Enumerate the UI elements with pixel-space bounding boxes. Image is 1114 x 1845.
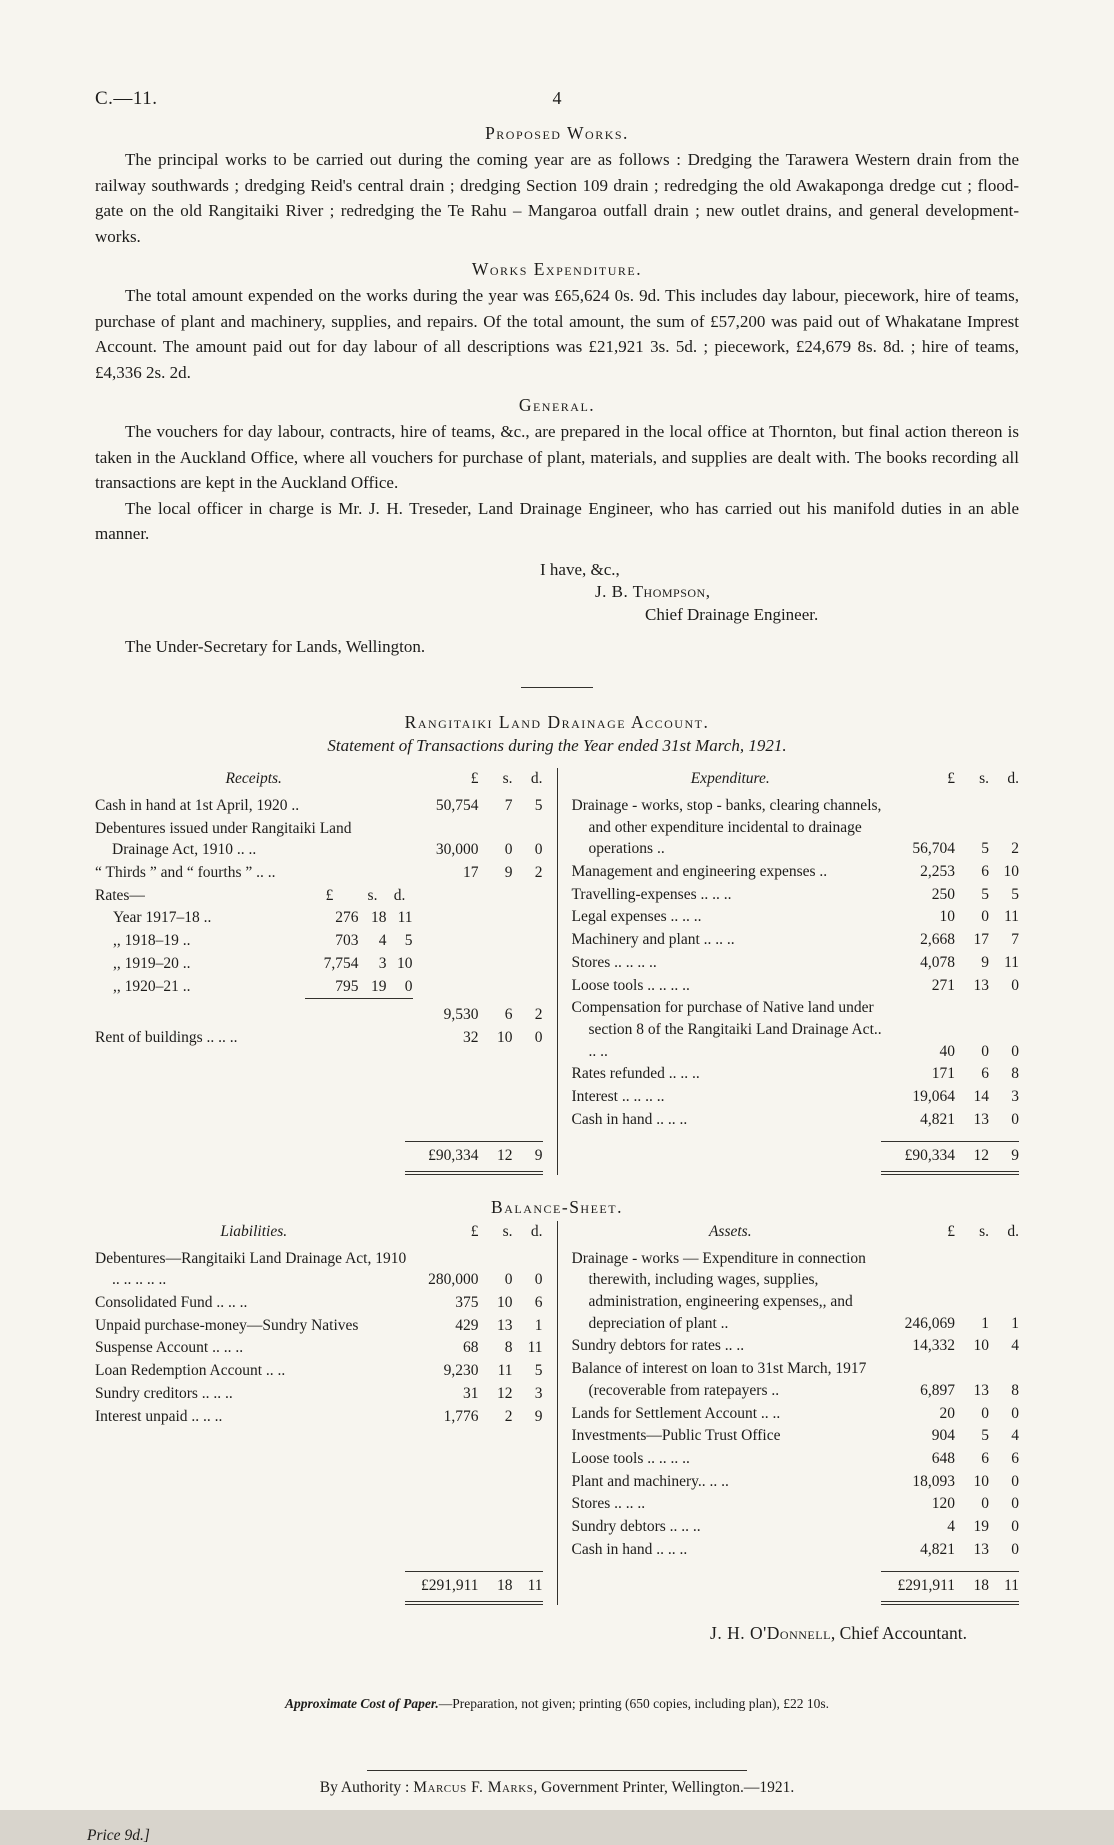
rates-year-row xyxy=(95,930,543,952)
amount-pence: 9 xyxy=(534,1407,543,1425)
receipts-column-header xyxy=(95,768,543,790)
row-label: Stores .. .. .. xyxy=(571,1495,646,1513)
receipts-title: Receipts. xyxy=(225,770,282,788)
printer-name: Marcus F. Marks xyxy=(413,1779,534,1796)
amount-shillings: 5 xyxy=(981,885,989,903)
amount-pounds: 32 xyxy=(463,1028,479,1046)
row-label: Interest unpaid .. .. .. xyxy=(95,1407,223,1425)
authority-imprint xyxy=(95,1770,1019,1797)
addressee: The Under-Secretary for Lands, Wellington. xyxy=(125,637,426,657)
amount-pence: 6 xyxy=(534,1294,543,1312)
amount-pounds: 9,230 xyxy=(443,1362,479,1380)
row-label: Cash in hand .. .. .. xyxy=(571,1110,688,1128)
row-label: Balance of interest on loan to 31st March, 1917 (recoverable from ratepayers .. xyxy=(571,1360,867,1399)
amount-pounds: 17 xyxy=(463,864,479,882)
amount-pence: 1 xyxy=(1011,1314,1019,1332)
amount-pence: 1 xyxy=(534,1316,543,1334)
table-row xyxy=(572,906,1020,928)
table-row xyxy=(95,1337,543,1359)
expenditure-title: Expenditure. xyxy=(690,770,770,788)
table-row xyxy=(95,1406,543,1428)
rates-group-header xyxy=(95,885,543,907)
amount-pounds: 375 xyxy=(455,1294,479,1312)
amount-pounds: 120 xyxy=(931,1495,955,1513)
rule xyxy=(881,1141,1019,1142)
accountant-name: J. H. O'Donnell xyxy=(710,1623,831,1643)
accountant-title: , Chief Accountant. xyxy=(830,1623,967,1643)
table-row xyxy=(572,1109,1020,1131)
row-label: Suspense Account .. .. .. xyxy=(95,1339,244,1357)
row-label: Drainage - works — Expenditure in connection therewith, including wages, supplies, administration, engineering expenses,, and depreciation of plant .. xyxy=(571,1249,866,1332)
double-rule xyxy=(881,1601,1019,1605)
amount-shillings: 0 xyxy=(981,1495,989,1513)
cost-note-label: Approximate Cost of Paper. xyxy=(284,1696,439,1711)
liabilities-column xyxy=(95,1221,558,1605)
valediction: I have, &c., xyxy=(540,559,620,579)
table-row xyxy=(572,1425,1020,1447)
amount-pence: 3 xyxy=(534,1384,543,1402)
table-row xyxy=(572,861,1020,883)
amount-pence: 0 xyxy=(1011,976,1019,994)
amount-pence: 7 xyxy=(1011,931,1019,949)
table-row xyxy=(95,1248,543,1291)
amount-pence: 4 xyxy=(1011,1337,1019,1355)
total-shillings: 12 xyxy=(973,1147,989,1165)
row-label: Consolidated Fund .. .. .. xyxy=(95,1294,248,1312)
amount-shillings: 9 xyxy=(504,864,513,882)
amount-pence: 11 xyxy=(527,1339,543,1357)
signature-block xyxy=(540,559,1019,628)
total-pence: 9 xyxy=(1011,1147,1019,1165)
row-label: Debentures—Rangitaiki Land Drainage Act, 1910 .. .. .. .. .. xyxy=(95,1249,407,1289)
total-shillings: 18 xyxy=(973,1577,989,1595)
amount-pence: 0 xyxy=(534,841,543,859)
general-paragraph-1: The vouchers for day labour, contracts, hire of teams, &c., are prepared in the local office at Thornton, but final action thereon is taken in the Auckland Office, where all vouchers for purchase of plant, materials, and supplies are dealt with. The books recording all transactions are kept in the Auckland Office. xyxy=(95,422,1019,492)
accountant-signature xyxy=(95,1623,1019,1644)
row-label: Sundry creditors .. .. .. xyxy=(95,1384,233,1402)
shillings-col-header: s. xyxy=(502,1223,513,1240)
row-label: Plant and machinery.. .. .. xyxy=(571,1472,729,1490)
row-label: Cash in hand .. .. .. xyxy=(571,1540,688,1558)
pounds-col-header: £ xyxy=(947,770,955,788)
total-pounds: £90,334 xyxy=(904,1147,955,1165)
amount-shillings: 17 xyxy=(973,931,989,949)
shillings-col-header: s. xyxy=(979,1223,989,1240)
rule xyxy=(881,1571,1019,1572)
table-row xyxy=(572,1358,1020,1401)
shillings-col-header: s. xyxy=(502,770,513,788)
amount-pence: 5 xyxy=(534,797,543,814)
amount-pence: 5 xyxy=(534,1362,543,1380)
row-label: Drainage - works, stop - banks, clearing channels, and other expenditure incidental to drainage operations .. xyxy=(571,797,882,858)
amount-pounds: 250 xyxy=(931,885,955,903)
row-label: “ Thirds ” and “ fourths ” .. .. xyxy=(95,864,276,882)
amount-pounds: 648 xyxy=(931,1449,955,1467)
table-row xyxy=(95,1360,543,1382)
amount-shillings: 6 xyxy=(504,1006,513,1024)
row-label: Debentures issued under Rangitaiki Land Drainage Act, 1910 .. .. xyxy=(95,819,352,859)
total-pounds: £291,911 xyxy=(420,1577,479,1595)
sub-shillings-header: s. xyxy=(367,886,378,904)
amount-shillings: 7 xyxy=(504,797,513,814)
amount-pounds: 703 xyxy=(335,932,359,950)
row-label: Cash in hand at 1st April, 1920 .. xyxy=(95,797,300,814)
total-pounds: £291,911 xyxy=(897,1577,955,1595)
row-label: Interest .. .. .. .. xyxy=(571,1087,665,1105)
amount-shillings: 2 xyxy=(504,1407,513,1425)
amount-shillings: 4 xyxy=(378,932,387,950)
amount-pence: 10 xyxy=(1003,863,1019,881)
rates-total-row xyxy=(95,1004,543,1026)
amount-pounds: 2,253 xyxy=(920,863,955,881)
works-expenditure-paragraph: The total amount expended on the works during the year was £65,624 0s. 9d. This includes day labour, piecework, hire of teams, purchase of plant and machinery, supplies, and repairs. Of the total amount, the sum of £57,200 was paid out of Whakatane Imprest Account. The amount paid out for day labour of all descriptions was £21,921 3s. 5d. ; piecework, £24,679 8s. 8d. ; hire of teams, £4,336 2s. 2d. xyxy=(95,286,1019,382)
shillings-col-header: s. xyxy=(979,770,989,788)
balance-sheet-heading: Balance-Sheet. xyxy=(491,1197,623,1217)
table-row xyxy=(95,862,543,884)
statement-table xyxy=(95,768,1019,1175)
amount-shillings: 19 xyxy=(973,1517,989,1535)
row-label: Compensation for purchase of Native land under section 8 of the Rangitaiki Land Drainage Act.. .. .. xyxy=(571,999,882,1060)
sub-pounds-header: £ xyxy=(325,886,334,904)
statement-heading: Rangitaiki Land Drainage Account. xyxy=(404,712,710,733)
amount-pence: 0 xyxy=(1011,1495,1019,1513)
amount-pounds: 1,776 xyxy=(443,1407,479,1425)
amount-pounds: 31 xyxy=(463,1384,479,1402)
total-row xyxy=(572,1575,1020,1597)
double-rule xyxy=(881,1171,1019,1175)
rates-year-row xyxy=(95,953,543,975)
amount-shillings: 10 xyxy=(497,1028,513,1046)
amount-shillings: 1 xyxy=(981,1314,989,1332)
amount-pounds: 4,821 xyxy=(920,1540,955,1558)
amount-pence: 2 xyxy=(1011,840,1019,858)
table-row xyxy=(572,1493,1020,1515)
amount-pence: 4 xyxy=(1011,1427,1019,1445)
amount-pence: 0 xyxy=(1011,1517,1019,1535)
authority-prefix: By Authority : xyxy=(319,1779,414,1796)
imprint-rule xyxy=(367,1770,747,1771)
amount-pounds: 271 xyxy=(931,976,955,994)
row-label: Legal expenses .. .. .. xyxy=(571,908,702,926)
row-label: Rates— xyxy=(95,886,145,904)
amount-shillings: 6 xyxy=(981,1449,989,1467)
double-rule xyxy=(405,1171,543,1175)
row-label: ,, 1920–21 .. xyxy=(113,977,191,995)
amount-pence: 0 xyxy=(1011,1472,1019,1490)
liabilities-column-header xyxy=(95,1221,543,1243)
amount-pounds: 795 xyxy=(335,977,359,995)
liabilities-total xyxy=(95,1561,543,1605)
amount-shillings: 0 xyxy=(504,1271,513,1289)
pence-col-header: d. xyxy=(530,1223,543,1240)
rates-year-row xyxy=(95,907,543,929)
total-pounds: £90,334 xyxy=(428,1147,479,1165)
rule xyxy=(405,1141,543,1142)
amount-pounds: 6,897 xyxy=(920,1381,955,1399)
amount-pounds: 40 xyxy=(939,1042,955,1060)
assets-title: Assets. xyxy=(708,1223,752,1240)
amount-shillings: 3 xyxy=(378,954,387,972)
amount-shillings: 13 xyxy=(973,1381,989,1399)
table-row xyxy=(572,1516,1020,1538)
amount-pence: 10 xyxy=(397,954,413,972)
table-row xyxy=(572,929,1020,951)
amount-pence: 8 xyxy=(1011,1381,1019,1399)
amount-pence: 5 xyxy=(404,932,413,950)
table-row xyxy=(572,1448,1020,1470)
amount-shillings: 14 xyxy=(973,1087,989,1105)
amount-pounds: 7,754 xyxy=(323,954,359,972)
double-rule xyxy=(405,1601,543,1605)
table-row xyxy=(572,1248,1020,1335)
signatory-name: J. B. Thompson, xyxy=(595,582,711,602)
amount-pence: 0 xyxy=(534,1271,543,1289)
assets-column-header xyxy=(572,1221,1020,1243)
rule xyxy=(405,1571,543,1572)
balance-sheet-table xyxy=(95,1221,1019,1605)
amount-shillings: 5 xyxy=(981,1427,989,1445)
total-row xyxy=(95,1575,543,1597)
amount-shillings: 10 xyxy=(973,1337,989,1355)
cost-note-text: —Preparation, not given; printing (650 copies, including plan), £22 10s. xyxy=(438,1696,830,1711)
pounds-col-header: £ xyxy=(947,1223,955,1240)
amount-pence: 3 xyxy=(1011,1087,1019,1105)
signatory-title: Chief Drainage Engineer. xyxy=(645,605,819,625)
total-row xyxy=(95,1145,543,1167)
amount-pounds: 4,078 xyxy=(920,953,955,971)
receipts-total xyxy=(95,1131,543,1175)
row-label: Loose tools .. .. .. .. xyxy=(571,1449,690,1467)
assets-column xyxy=(558,1221,1020,1605)
authority-suffix: , Government Printer, Wellington.—1921. xyxy=(533,1779,795,1796)
amount-shillings: 0 xyxy=(981,1042,989,1060)
amount-pounds: 20 xyxy=(939,1404,955,1422)
page-number: 4 xyxy=(552,88,562,108)
amount-pence: 0 xyxy=(1011,1042,1019,1060)
amount-shillings: 0 xyxy=(981,1404,989,1422)
total-pence: 11 xyxy=(1004,1577,1019,1595)
amount-shillings: 8 xyxy=(504,1339,513,1357)
table-row xyxy=(95,1315,543,1337)
amount-pence: 0 xyxy=(1011,1110,1019,1128)
liabilities-title: Liabilities. xyxy=(220,1223,288,1240)
rates-year-row xyxy=(95,976,543,998)
total-pence: 9 xyxy=(534,1147,543,1165)
row-label: Loose tools .. .. .. .. xyxy=(571,976,690,994)
table-row xyxy=(572,952,1020,974)
amount-shillings: 13 xyxy=(973,1110,989,1128)
amount-pence: 0 xyxy=(534,1028,543,1046)
amount-pence: 11 xyxy=(397,909,413,927)
rule xyxy=(305,998,413,999)
total-pence: 11 xyxy=(527,1577,543,1595)
table-row xyxy=(572,1335,1020,1357)
table-row xyxy=(95,1292,543,1314)
receipts-column xyxy=(95,768,558,1175)
row-label: Investments—Public Trust Office xyxy=(571,1427,781,1445)
amount-pounds: 9,530 xyxy=(443,1006,479,1024)
amount-shillings: 12 xyxy=(497,1384,513,1402)
cost-of-paper-note xyxy=(95,1696,1019,1712)
pence-col-header: d. xyxy=(530,770,543,788)
amount-shillings: 0 xyxy=(981,908,989,926)
pounds-col-header: £ xyxy=(470,770,479,788)
works-expenditure-heading: Works Expenditure. xyxy=(471,259,643,279)
amount-pence: 8 xyxy=(1011,1065,1019,1083)
amount-shillings: 13 xyxy=(973,1540,989,1558)
table-row xyxy=(572,1471,1020,1493)
row-label: Loan Redemption Account .. .. xyxy=(95,1362,286,1380)
amount-pounds: 429 xyxy=(455,1316,479,1334)
amount-pence: 11 xyxy=(1004,908,1019,926)
amount-shillings: 10 xyxy=(973,1472,989,1490)
expenditure-column xyxy=(558,768,1020,1175)
total-shillings: 12 xyxy=(497,1147,513,1165)
table-row xyxy=(572,884,1020,906)
amount-pounds: 56,704 xyxy=(912,840,955,858)
amount-pounds: 4,821 xyxy=(920,1110,955,1128)
amount-shillings: 6 xyxy=(981,863,989,881)
amount-shillings: 10 xyxy=(497,1294,513,1312)
amount-shillings: 18 xyxy=(371,909,387,927)
table-row xyxy=(572,975,1020,997)
amount-pounds: 19,064 xyxy=(912,1087,955,1105)
amount-pounds: 4 xyxy=(947,1517,955,1535)
assets-total xyxy=(572,1561,1020,1605)
table-row xyxy=(95,795,543,817)
table-row xyxy=(95,1383,543,1405)
total-row xyxy=(572,1145,1020,1167)
amount-pounds: 18,093 xyxy=(912,1472,955,1490)
amount-pounds: 68 xyxy=(463,1339,479,1357)
row-label: Rates refunded .. .. .. xyxy=(571,1065,700,1083)
amount-shillings: 5 xyxy=(981,840,989,858)
table-row xyxy=(95,1027,543,1049)
amount-pounds: 50,754 xyxy=(435,797,479,814)
amount-pence: 11 xyxy=(1004,953,1019,971)
pence-col-header: d. xyxy=(1007,1223,1019,1240)
table-row xyxy=(95,818,543,861)
row-label: Management and engineering expenses .. xyxy=(571,863,828,881)
pounds-col-header: £ xyxy=(470,1223,479,1240)
amount-pounds: 280,000 xyxy=(428,1271,479,1289)
row-label: ,, 1919–20 .. xyxy=(113,954,191,972)
amount-pounds: 904 xyxy=(931,1427,955,1445)
amount-shillings: 9 xyxy=(981,953,989,971)
amount-shillings: 0 xyxy=(504,841,513,859)
amount-shillings: 13 xyxy=(973,976,989,994)
amount-shillings: 11 xyxy=(497,1362,513,1380)
amount-pence: 0 xyxy=(1011,1540,1019,1558)
table-row xyxy=(572,795,1020,860)
expenditure-total xyxy=(572,1131,1020,1175)
row-label: Stores .. .. .. .. xyxy=(571,953,657,971)
general-paragraph-2: The local officer in charge is Mr. J. H. Treseder, Land Drainage Engineer, who has carried out his manifold duties in an able manner. xyxy=(95,498,1019,543)
general-heading: General. xyxy=(518,395,596,415)
table-row xyxy=(572,1086,1020,1108)
price-note: Price 9d.] xyxy=(87,1827,150,1844)
table-row xyxy=(572,1403,1020,1425)
row-label: Lands for Settlement Account .. .. xyxy=(571,1404,781,1422)
amount-pence: 0 xyxy=(1011,1404,1019,1422)
rates-subtotal-rule-row xyxy=(95,998,543,1003)
proposed-works-heading: Proposed Works. xyxy=(485,123,629,143)
amount-shillings: 19 xyxy=(371,977,387,995)
amount-shillings: 13 xyxy=(497,1316,513,1334)
amount-pounds: 2,668 xyxy=(920,931,955,949)
table-row xyxy=(572,1539,1020,1561)
row-label: Rent of buildings .. .. .. xyxy=(95,1028,238,1046)
amount-pence: 0 xyxy=(404,977,413,995)
amount-pounds: 246,069 xyxy=(904,1314,955,1332)
amount-pence: 2 xyxy=(534,1006,543,1024)
row-label: Travelling-expenses .. .. .. xyxy=(571,885,732,903)
row-label: Sundry debtors .. .. .. xyxy=(571,1517,701,1535)
amount-pounds: 171 xyxy=(931,1065,955,1083)
row-label: Sundry debtors for rates .. .. xyxy=(571,1337,745,1355)
amount-pounds: 30,000 xyxy=(435,841,479,859)
amount-pence: 6 xyxy=(1011,1449,1019,1467)
page-header xyxy=(95,88,1019,109)
document-reference: C.—11. xyxy=(95,88,158,109)
proposed-works-paragraph: The principal works to be carried out during the coming year are as follows : Dredging the Tarawera Western drain from the railway southwards ; dredging Reid's central drain ; dredging Section 109 drain ; redredging the old Awakaponga dredge cut ; flood-gate on the old Rangitaiki River ; redredging the Te Rahu – Mangaroa outfall drain ; new outlet drains, and general development-works. xyxy=(95,150,1019,246)
table-row xyxy=(572,997,1020,1062)
amount-pence: 5 xyxy=(1011,885,1019,903)
amount-pounds: 10 xyxy=(939,908,955,926)
table-row xyxy=(572,1063,1020,1085)
row-label: Year 1917–18 .. xyxy=(113,909,212,927)
amount-shillings: 6 xyxy=(981,1065,989,1083)
amount-pounds: 276 xyxy=(335,909,359,927)
expenditure-column-header xyxy=(572,768,1020,790)
pence-col-header: d. xyxy=(1007,770,1019,788)
row-label: Unpaid purchase-money—Sundry Natives xyxy=(95,1316,359,1334)
amount-pence: 2 xyxy=(534,864,543,882)
row-label: Machinery and plant .. .. .. xyxy=(571,931,735,949)
statement-subtitle: Statement of Transactions during the Year ended 31st March, 1921. xyxy=(327,736,787,756)
total-shillings: 18 xyxy=(497,1577,513,1595)
row-label: ,, 1918–19 .. xyxy=(113,932,191,950)
amount-pounds: 14,332 xyxy=(912,1337,955,1355)
sub-pence-header: d. xyxy=(393,886,406,904)
section-divider-rule xyxy=(521,687,593,688)
